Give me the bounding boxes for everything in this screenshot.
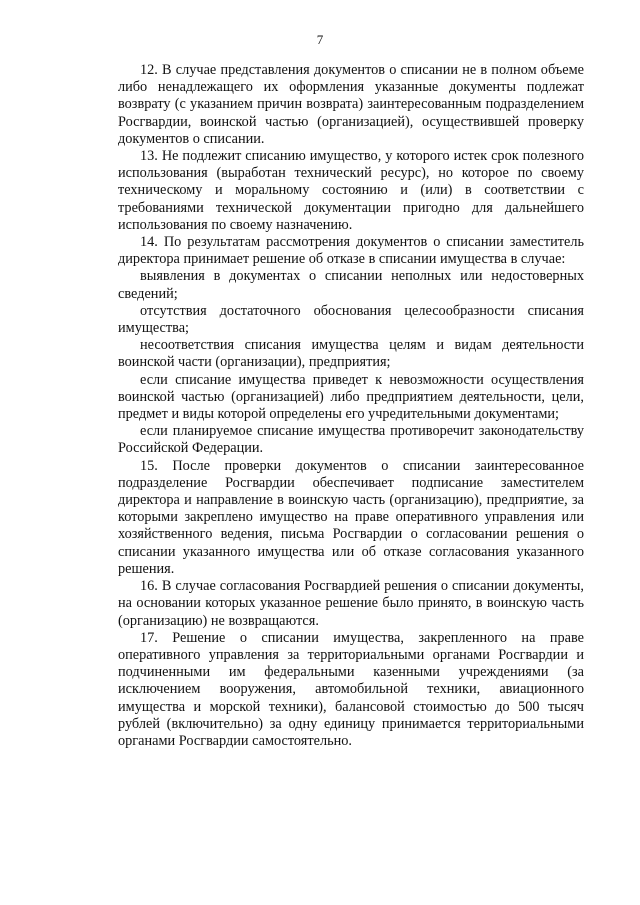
page-number: 7 — [316, 32, 324, 47]
paragraph-13: 13. Не подлежит списанию имущество, у которого истек срок полезного использования (выработан технический ресурс), но которое по своему техническому и моральному состоянию и (или) в соответствии с требованиями технической документации пригодно для дальнейшего использования по своему назначению. — [118, 148, 584, 233]
paragraph-16: 16. В случае согласования Росгвардией решения о списании документы, на основании которых указанное решение было принято, в воинскую часть (организацию) не возвращаются. — [118, 578, 584, 629]
paragraph-17: 17. Решение о списании имущества, закрепленного на праве оперативного управления за территориальными органами Росгвардии и подчиненными им федеральными казенными учреждениями (за исключением вооружения, автомобильной техники, авиационного имущества и морской техники), балансовой стоимостью до 500 тысяч рублей (включительно) за одну единицу принимается территориальными органами Росгвардии самостоятельно. — [118, 629, 584, 749]
paragraph-15: 15. После проверки документов о списании заинтересованное подразделение Росгвардии обеспечивает подписание заместителем директора и направление в воинскую часть (организацию), предприятие, за которыми закреплено имущество на праве оперативного управления или хозяйственного ведения, письма Росгвардии о согласовании решения о списании указанного имущества или об отказе согласования указанного решения. — [118, 457, 584, 577]
document-body — [118, 62, 584, 750]
list-item-impossibility: если списание имущества приведет к невозможности осуществления воинской частью (организацией) либо предприятием деятельности, цели, предмет и виды которой определены его учредительными документами; — [118, 371, 584, 423]
paragraph-14: 14. По результатам рассмотрения документов о списании заместитель директора принимает решение об отказе в списании имущества в случае: — [118, 234, 584, 268]
list-item-incomplete-data: выявления в документах о списании неполных или недостоверных сведений; — [118, 268, 584, 302]
list-item-contradicts-law: если планируемое списание имущества противоречит законодательству Российской Федерации. — [118, 423, 584, 457]
list-item-mismatch-purpose: несоответствия списания имущества целям и видам деятельности воинской части (организации), предприятия; — [118, 337, 584, 371]
list-item-no-justification: отсутствия достаточного обоснования целесообразности списания имущества; — [118, 302, 584, 337]
paragraph-12: 12. В случае представления документов о списании не в полном объеме либо ненадлежащего их оформления указанные документы подлежат возврату (с указанием причин возврата) заинтересованным подразделением Росгвардии, воинской частью (организацией), осуществившей проверку документов о списании. — [118, 62, 584, 147]
